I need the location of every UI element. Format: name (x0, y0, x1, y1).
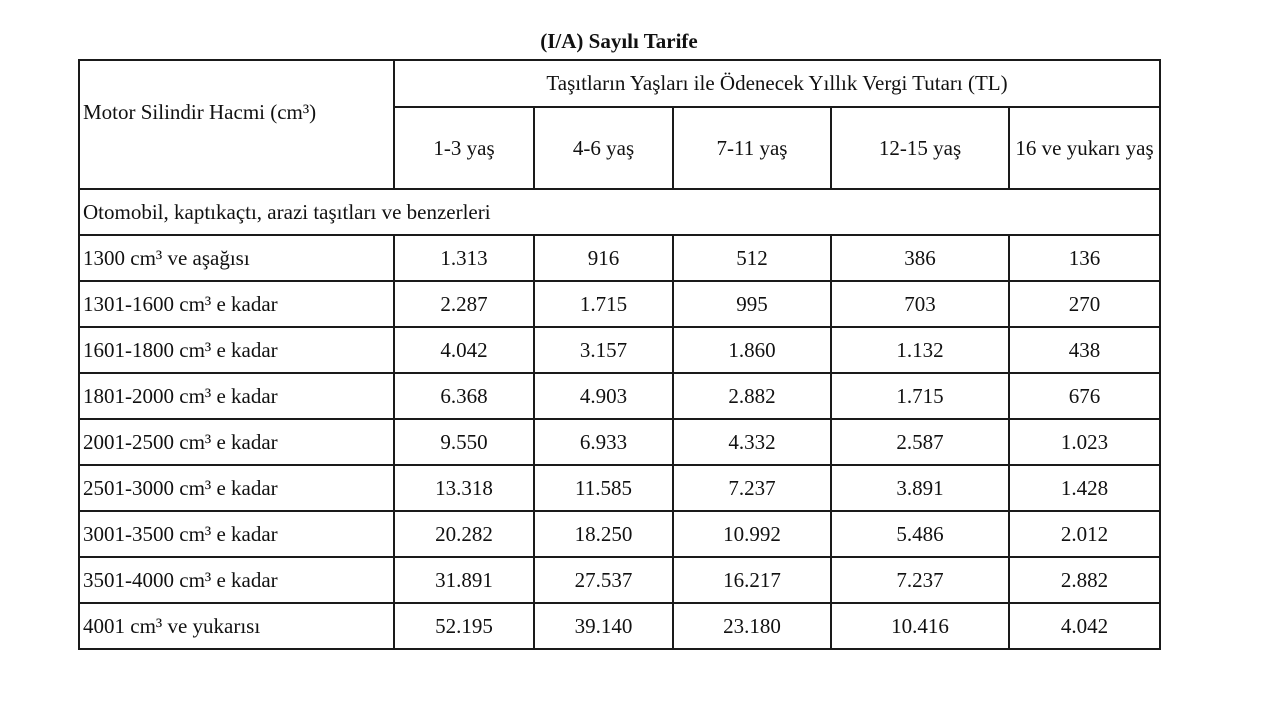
engine-volume-range: 1300 cm³ ve aşağısı (79, 235, 394, 281)
tax-amount-group-header: Taşıtların Yaşları ile Ödenecek Yıllık Vergi Tutarı (TL) (394, 60, 1160, 107)
tax-amount-cell: 18.250 (534, 511, 673, 557)
tax-amount-cell: 10.416 (831, 603, 1009, 649)
tax-amount-cell: 1.313 (394, 235, 534, 281)
tax-amount-cell: 13.318 (394, 465, 534, 511)
tax-amount-cell: 2.587 (831, 419, 1009, 465)
tax-amount-cell: 1.715 (831, 373, 1009, 419)
tax-amount-cell: 1.132 (831, 327, 1009, 373)
tax-amount-cell: 11.585 (534, 465, 673, 511)
tax-amount-cell: 2.882 (673, 373, 831, 419)
engine-volume-range: 1601-1800 cm³ e kadar (79, 327, 394, 373)
tax-amount-cell: 916 (534, 235, 673, 281)
tax-amount-cell: 136 (1009, 235, 1160, 281)
tax-amount-cell: 995 (673, 281, 831, 327)
tax-amount-cell: 16.217 (673, 557, 831, 603)
tax-amount-cell: 1.428 (1009, 465, 1160, 511)
tax-amount-cell: 3.157 (534, 327, 673, 373)
category-row (79, 189, 1160, 235)
engine-volume-range: 2001-2500 cm³ e kadar (79, 419, 394, 465)
tax-amount-cell: 4.903 (534, 373, 673, 419)
header-row-group (79, 60, 1160, 107)
tax-amount-cell: 676 (1009, 373, 1160, 419)
tax-amount-cell: 2.287 (394, 281, 534, 327)
motor-volume-header: Motor Silindir Hacmi (cm³) (79, 60, 394, 189)
page-title: (I/A) Sayılı Tarife (540, 29, 698, 53)
vehicle-category-label: Otomobil, kaptıkaçtı, arazi taşıtları ve benzerleri (79, 189, 1160, 235)
tariff-rows (79, 235, 1160, 649)
engine-volume-range: 1801-2000 cm³ e kadar (79, 373, 394, 419)
engine-volume-range: 3001-3500 cm³ e kadar (79, 511, 394, 557)
tax-amount-cell: 4.042 (1009, 603, 1160, 649)
tax-amount-cell: 386 (831, 235, 1009, 281)
tax-amount-cell: 2.012 (1009, 511, 1160, 557)
tax-amount-cell: 512 (673, 235, 831, 281)
tax-amount-cell: 3.891 (831, 465, 1009, 511)
tax-amount-cell: 31.891 (394, 557, 534, 603)
table-row (79, 511, 1160, 557)
age-column-header: 1-3 yaş (394, 107, 534, 189)
age-column-header: 4-6 yaş (534, 107, 673, 189)
table-row (79, 373, 1160, 419)
tariff-table (78, 59, 1161, 650)
tax-amount-cell: 4.332 (673, 419, 831, 465)
tax-amount-cell: 270 (1009, 281, 1160, 327)
age-column-header: 7-11 yaş (673, 107, 831, 189)
tax-amount-cell: 27.537 (534, 557, 673, 603)
age-column-header: 16 ve yukarı yaş (1009, 107, 1160, 189)
table-row (79, 557, 1160, 603)
tax-amount-cell: 1.715 (534, 281, 673, 327)
engine-volume-range: 4001 cm³ ve yukarısı (79, 603, 394, 649)
table-row (79, 281, 1160, 327)
tax-amount-cell: 7.237 (831, 557, 1009, 603)
age-column-header: 12-15 yaş (831, 107, 1009, 189)
tax-amount-cell: 6.933 (534, 419, 673, 465)
tax-amount-cell: 20.282 (394, 511, 534, 557)
engine-volume-range: 1301-1600 cm³ e kadar (79, 281, 394, 327)
tax-amount-cell: 703 (831, 281, 1009, 327)
tax-amount-cell: 5.486 (831, 511, 1009, 557)
tax-amount-cell: 52.195 (394, 603, 534, 649)
tax-amount-cell: 438 (1009, 327, 1160, 373)
tax-amount-cell: 2.882 (1009, 557, 1160, 603)
table-row (79, 419, 1160, 465)
tax-amount-cell: 10.992 (673, 511, 831, 557)
table-row (79, 465, 1160, 511)
tax-amount-cell: 1.023 (1009, 419, 1160, 465)
tax-amount-cell: 4.042 (394, 327, 534, 373)
tax-amount-cell: 6.368 (394, 373, 534, 419)
tax-amount-cell: 9.550 (394, 419, 534, 465)
tax-amount-cell: 39.140 (534, 603, 673, 649)
table-row (79, 327, 1160, 373)
table-row (79, 603, 1160, 649)
tax-amount-cell: 7.237 (673, 465, 831, 511)
tax-amount-cell: 23.180 (673, 603, 831, 649)
tax-amount-cell: 1.860 (673, 327, 831, 373)
table-row (79, 235, 1160, 281)
engine-volume-range: 3501-4000 cm³ e kadar (79, 557, 394, 603)
engine-volume-range: 2501-3000 cm³ e kadar (79, 465, 394, 511)
